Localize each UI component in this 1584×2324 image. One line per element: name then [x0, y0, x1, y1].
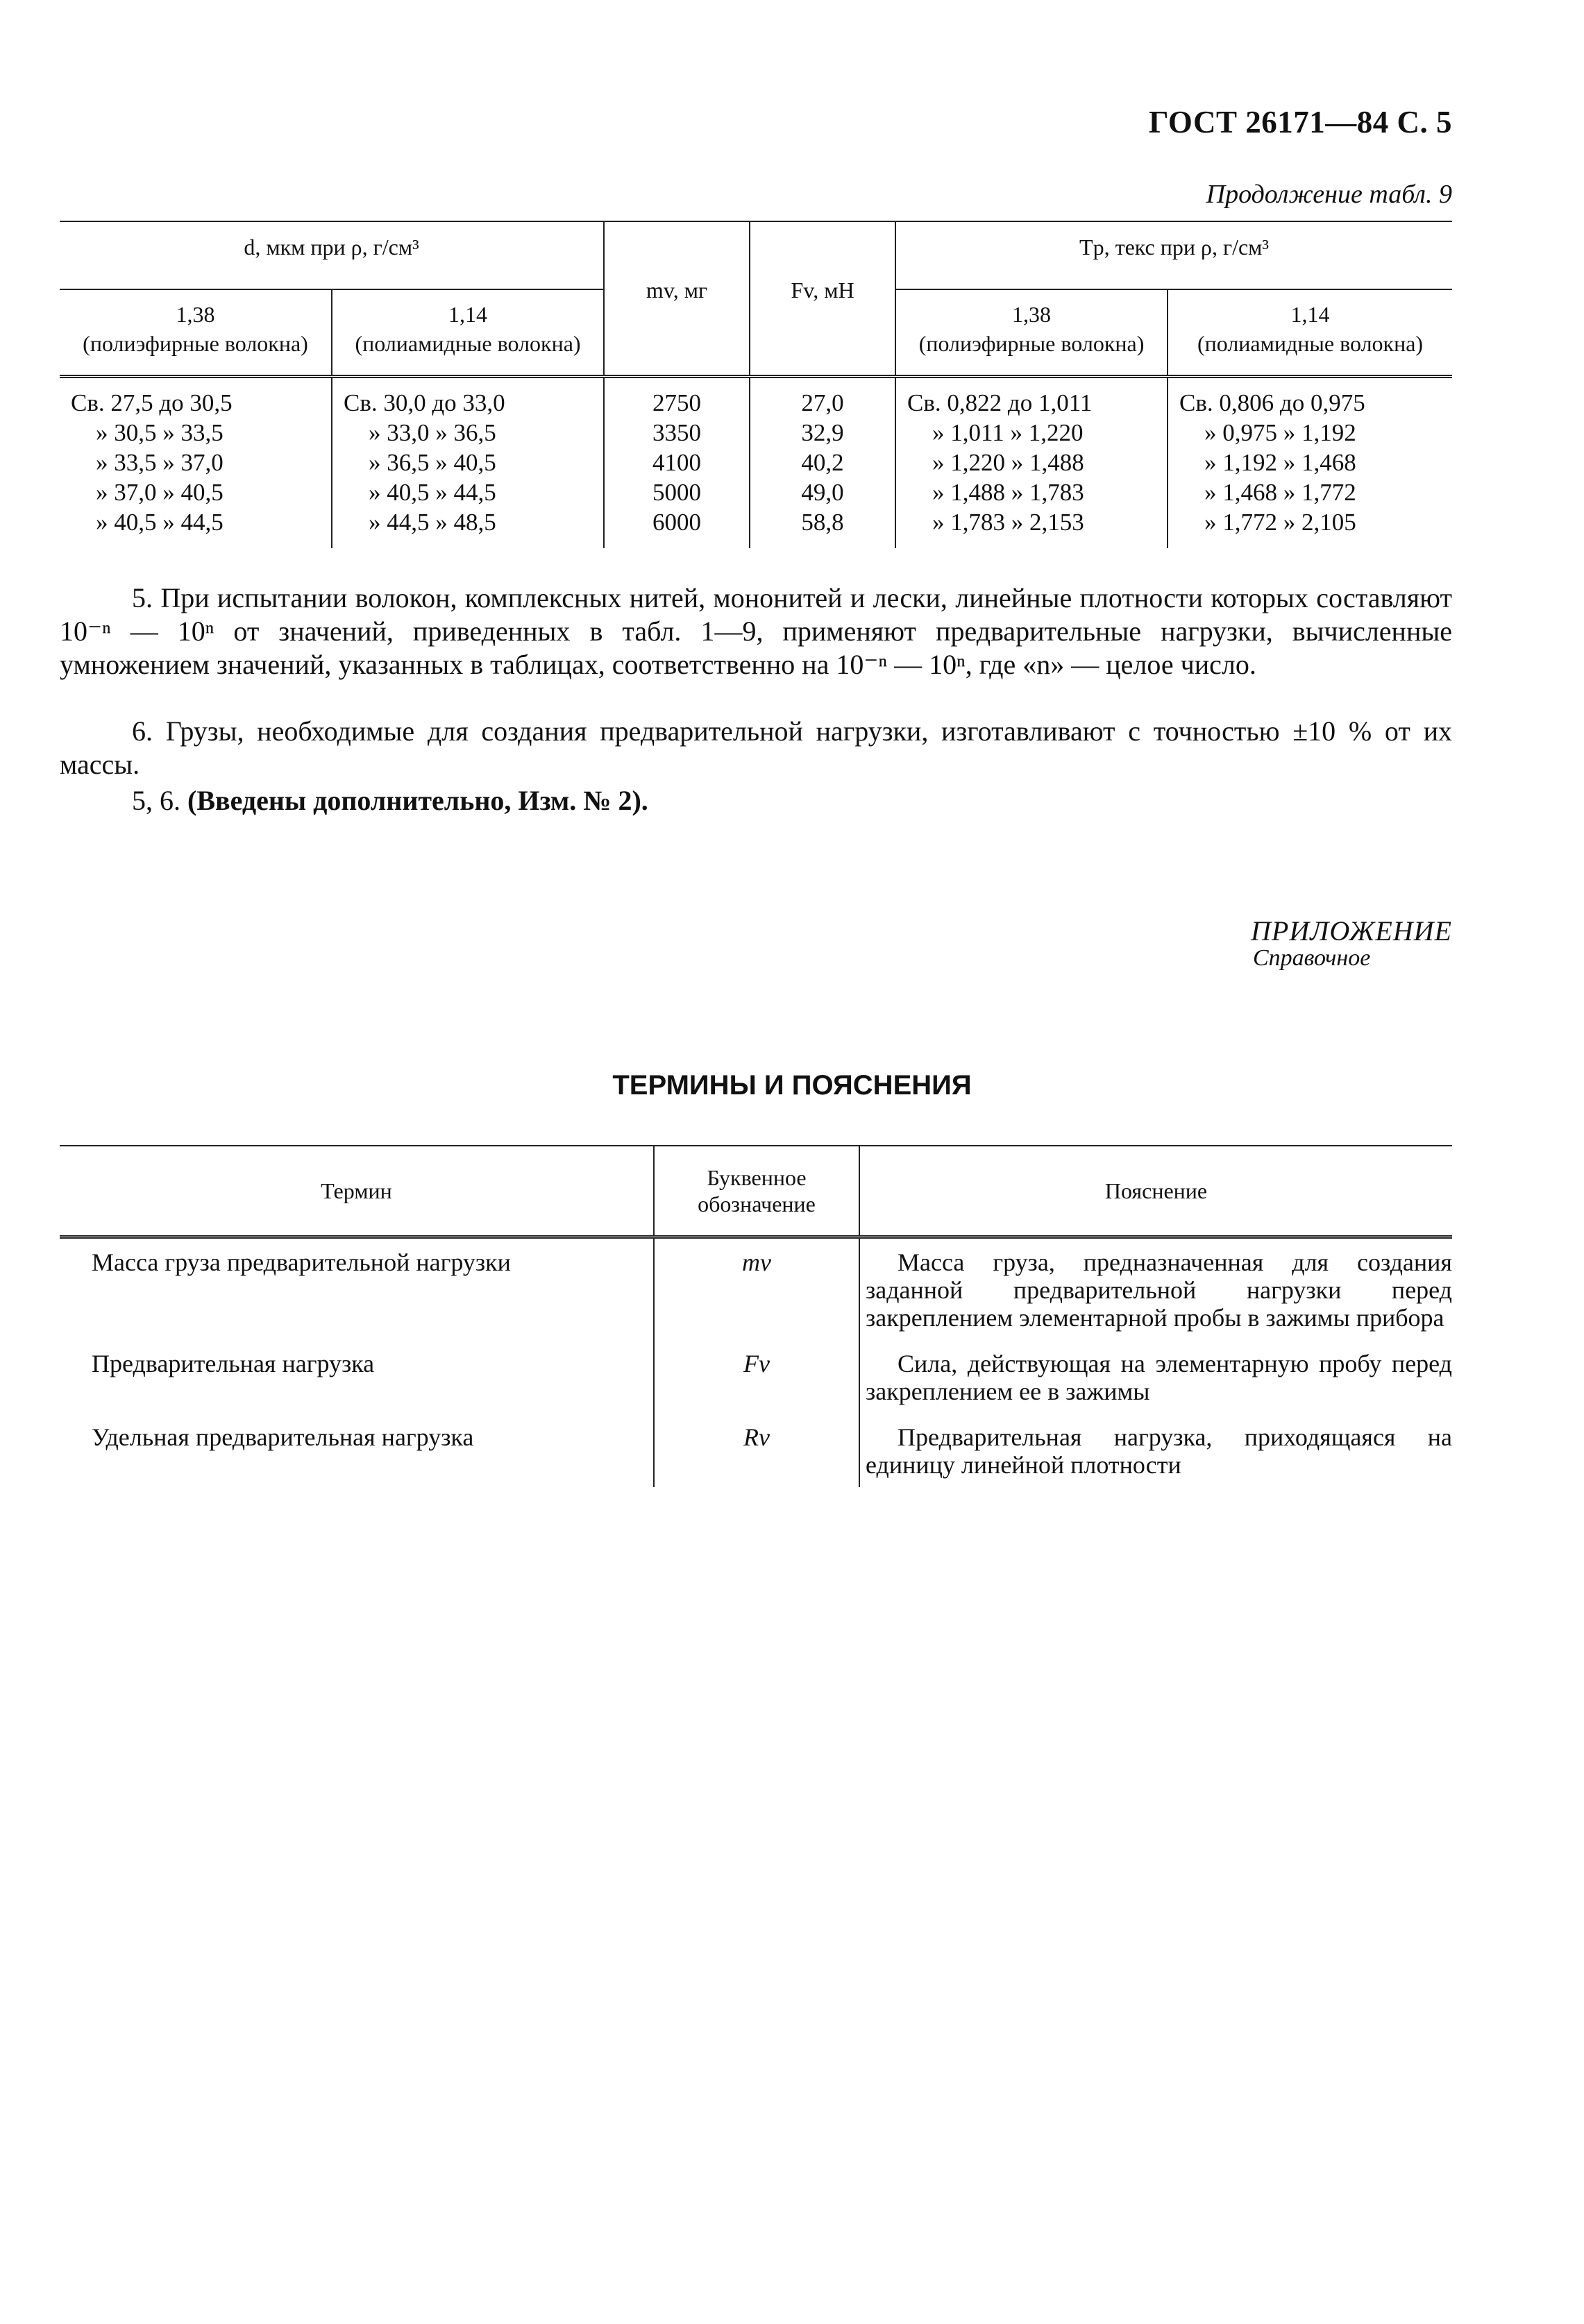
cell-symbol: Rv	[654, 1414, 859, 1487]
cell-term: Удельная предварительная нагрузка	[92, 1423, 474, 1451]
cell-d-114: » 36,5 » 40,5	[332, 448, 604, 477]
table-row	[60, 418, 1452, 448]
cell-explanation: Масса груза, предназначенная для создания заданной предварительной нагрузки перед закреплением элементарной пробы в зажимы прибора	[859, 1237, 1452, 1341]
cell-t-138: » 1,220 » 1,488	[895, 448, 1168, 477]
cell-t-114: » 0,975 » 1,192	[1168, 418, 1452, 448]
table-row	[60, 1237, 1452, 1341]
cell-d-138: » 33,5 » 37,0	[96, 449, 224, 476]
document-header: ГОСТ 26171—84 С. 5	[1148, 105, 1452, 139]
cell-mv: 3350	[604, 418, 750, 448]
terms-table	[60, 1145, 1452, 1487]
cell-d-114: » 44,5 » 48,5	[332, 507, 604, 548]
cell-d-138: » 40,5 » 44,5	[96, 509, 224, 536]
cell-d-114: Св. 30,0 до 33,0	[332, 377, 604, 418]
cell-d-138: Св. 27,5 до 30,5	[60, 377, 332, 418]
note-prefix: 5, 6.	[132, 785, 187, 816]
cell-symbol: Fv	[654, 1340, 859, 1414]
table-row	[60, 477, 1452, 507]
cell-mv: 5000	[604, 477, 750, 507]
appendix-title: ПРИЛОЖЕНИЕ	[1251, 915, 1452, 947]
paragraph-5-6-note	[60, 784, 1452, 817]
header-d-114: 1,14 (полиамидные волокна)	[332, 289, 604, 377]
table-row	[60, 377, 1452, 418]
table-continuation-label: Продолжение табл. 9	[1206, 180, 1452, 209]
header-symbol: Буквенное обозначение	[654, 1146, 859, 1237]
header-term: Термин	[60, 1146, 654, 1237]
cell-d-114: » 33,0 » 36,5	[332, 418, 604, 448]
table-row	[60, 1414, 1452, 1487]
cell-t-138: » 1,011 » 1,220	[895, 418, 1168, 448]
cell-t-114: » 1,192 » 1,468	[1168, 448, 1452, 477]
header-t-114: 1,14 (полиамидные волокна)	[1168, 289, 1452, 377]
cell-mv: 6000	[604, 507, 750, 548]
note-amendment: (Введены дополнительно, Изм. № 2).	[187, 785, 648, 816]
table-row	[60, 448, 1452, 477]
cell-d-114: » 40,5 » 44,5	[332, 477, 604, 507]
cell-t-114: » 1,468 » 1,772	[1168, 477, 1452, 507]
table-9-continuation	[60, 221, 1452, 548]
cell-mv: 4100	[604, 448, 750, 477]
cell-t-138: » 1,783 » 2,153	[895, 507, 1168, 548]
header-fv: Fv, мН	[750, 221, 895, 377]
header-explanation: Пояснение	[859, 1146, 1452, 1237]
table-row	[60, 1340, 1452, 1414]
header-group-t: Tp, текс при ρ, г/см³	[895, 221, 1452, 289]
paragraph-6: 6. Грузы, необходимые для создания предварительной нагрузки, изготавливают с точностью ±10 % от их массы.	[60, 715, 1452, 780]
cell-d-138: » 37,0 » 40,5	[96, 479, 224, 506]
appendix-subtitle: Справочное	[1253, 945, 1371, 971]
cell-fv: 49,0	[750, 477, 895, 507]
cell-explanation: Предварительная нагрузка, приходящаяся на единицу линейной плотности	[859, 1414, 1452, 1487]
cell-fv: 40,2	[750, 448, 895, 477]
cell-t-138: Св. 0,822 до 1,011	[895, 377, 1168, 418]
cell-fv: 27,0	[750, 377, 895, 418]
cell-t-114: Св. 0,806 до 0,975	[1168, 377, 1452, 418]
cell-t-114: » 1,772 » 2,105	[1168, 507, 1452, 548]
cell-t-138: » 1,488 » 1,783	[895, 477, 1168, 507]
header-d-138: 1,38 (полиэфирные волокна)	[83, 302, 308, 356]
cell-fv: 58,8	[750, 507, 895, 548]
cell-explanation: Сила, действующая на элементарную пробу перед закреплением ее в зажимы	[859, 1340, 1452, 1414]
table-row	[60, 507, 1452, 548]
cell-mv: 2750	[604, 377, 750, 418]
cell-symbol: mv	[654, 1237, 859, 1341]
header-mv: mv, мг	[604, 221, 750, 377]
cell-fv: 32,9	[750, 418, 895, 448]
section-title: ТЕРМИНЫ И ПОЯСНЕНИЯ	[612, 1070, 972, 1101]
header-group-d: d, мкм при ρ, г/см³	[60, 221, 604, 289]
header-t-138: 1,38 (полиэфирные волокна)	[895, 289, 1168, 377]
cell-term: Предварительная нагрузка	[92, 1350, 375, 1377]
cell-term: Масса груза предварительной нагрузки	[92, 1248, 511, 1276]
paragraph-5: 5. При испытании волокон, комплексных нитей, мононитей и лески, линейные плотности которых составляют 10⁻ⁿ — 10ⁿ от значений, приведенных в табл. 1—9, применяют предварительные нагрузки, вычисленные умножением значений, указанных в таблицах, соответственно на 10⁻ⁿ — 10ⁿ, где «n» — целое число.	[60, 582, 1452, 680]
cell-d-138: » 30,5 » 33,5	[96, 419, 224, 446]
